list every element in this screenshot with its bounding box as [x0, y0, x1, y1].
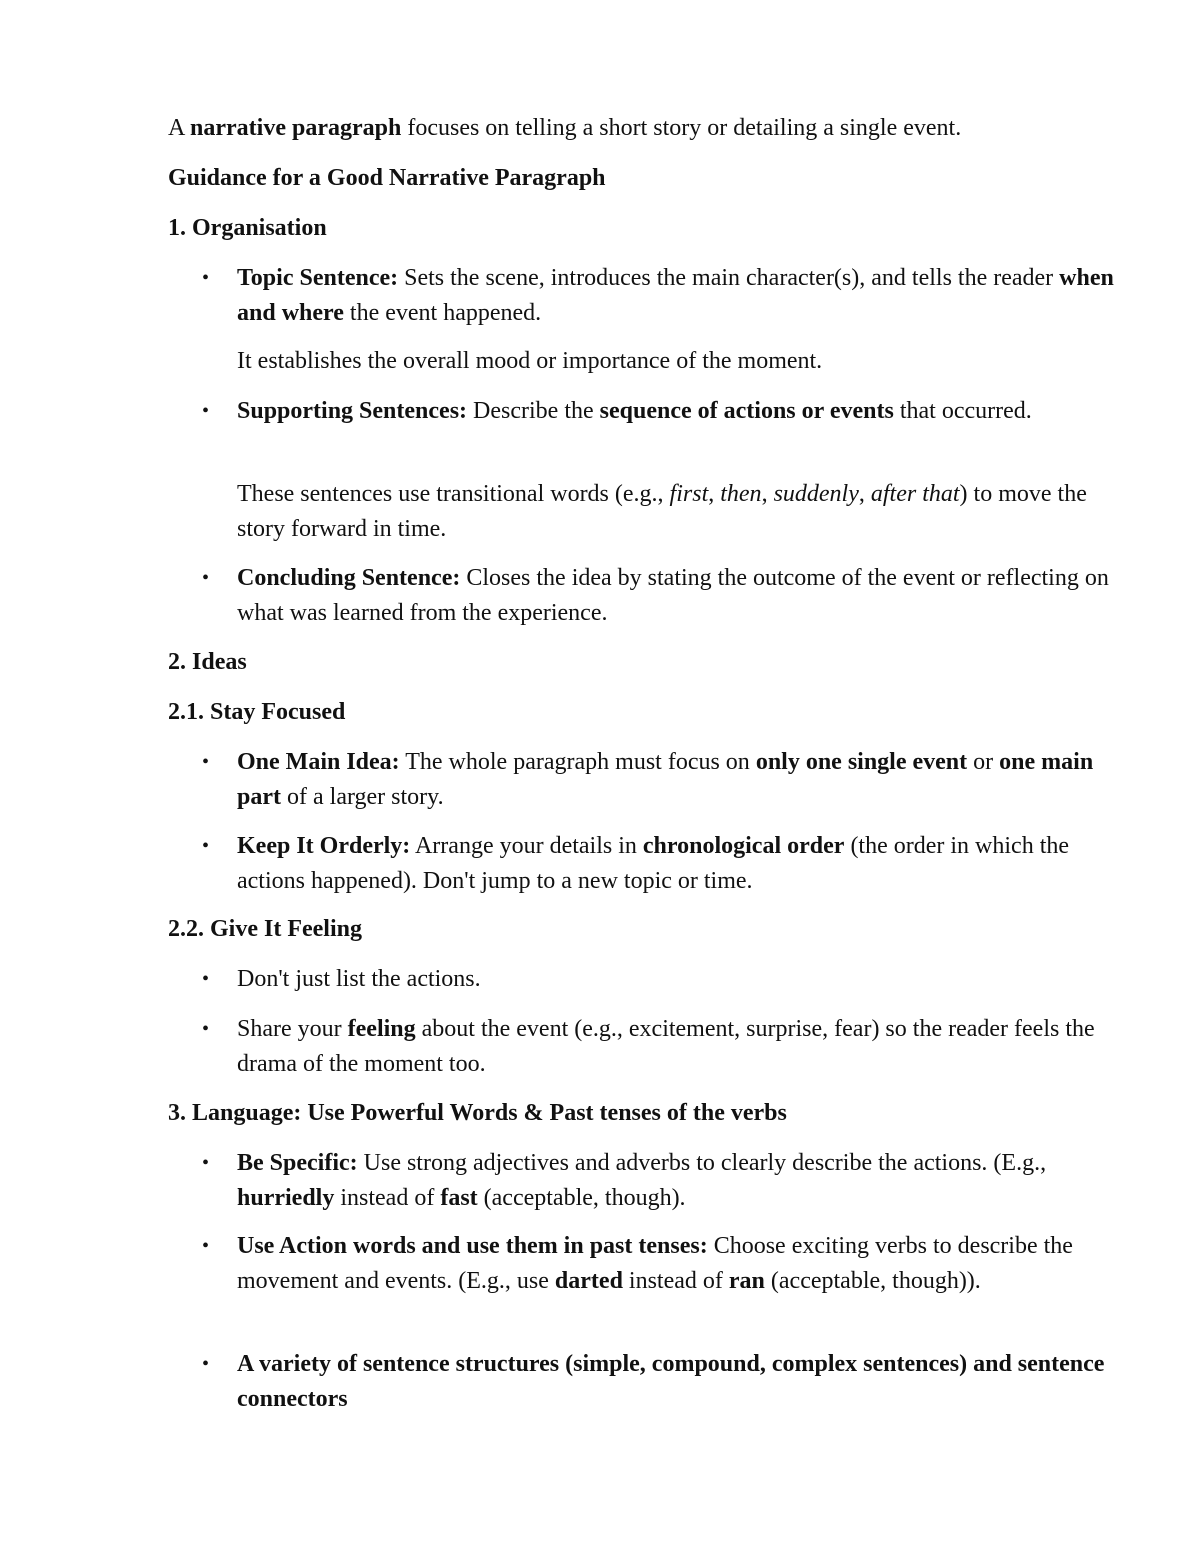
separator: ,	[708, 481, 721, 507]
main-idea-text-1: The whole paragraph must focus on	[399, 749, 756, 775]
main-idea-bold-1: only one single event	[755, 749, 968, 775]
topic-sentence-text-1: Sets the scene, introduces the main character(s), and tells the reader	[398, 265, 1060, 291]
action-words-item	[237, 1229, 1117, 1299]
action-text-3: (acceptable, though)).	[764, 1268, 981, 1294]
orderly-text-1: Arrange your details in	[410, 833, 643, 859]
action-words-label: Use Action words and use them in past tenses:	[237, 1233, 708, 1259]
concluding-sentence-label: Concluding Sentence:	[237, 565, 461, 591]
be-specific-item	[237, 1146, 1117, 1216]
orderly-bold: chronological order	[642, 833, 845, 859]
bullet-icon: •	[202, 1018, 210, 1040]
specific-bold-2: fast	[440, 1185, 478, 1211]
intro-bold-term: narrative paragraph	[190, 115, 402, 141]
one-main-idea-item	[237, 745, 1117, 815]
supporting-sentences-item	[237, 394, 1117, 429]
topic-sentence-text-2: the event happened.	[343, 300, 542, 326]
sentence-variety-label: A variety of sentence structures (simple, compound, complex sentences) and sentence connectors	[237, 1351, 1105, 1412]
topic-sentence-note: It establishes the overall mood or importance of the moment.	[237, 348, 823, 374]
transition-word: suddenly	[773, 481, 859, 507]
supporting-sentences-label: Supporting Sentences:	[237, 398, 468, 424]
one-main-idea-label: One Main Idea:	[237, 749, 400, 775]
bullet-icon: •	[202, 567, 210, 589]
specific-text-3: (acceptable, though).	[477, 1185, 686, 1211]
supporting-note-text-1: These sentences use transitional words (e.g.,	[237, 481, 670, 507]
sentence-variety-item	[237, 1347, 1117, 1417]
bullet-icon: •	[202, 267, 210, 289]
supporting-bold: sequence of actions or events	[599, 398, 894, 424]
feeling-text-2: about the event (e.g., excitement, surprise, fear) so the reader feels the drama of the moment too.	[237, 1016, 1095, 1077]
bullet-icon: •	[202, 1235, 210, 1257]
topic-sentence-item	[237, 261, 1117, 331]
action-bold-2: ran	[728, 1268, 765, 1294]
topic-sentence-label: Topic Sentence:	[237, 265, 399, 291]
section-3-heading: 3. Language: Use Powerful Words & Past tenses of the verbs	[168, 1100, 787, 1126]
specific-text-1: Use strong adjectives and adverbs to clearly describe the actions. (E.g.,	[357, 1150, 1047, 1176]
intro-paragraph	[168, 111, 1128, 146]
section-2-2-heading: 2.2. Give It Feeling	[168, 916, 362, 942]
bullet-icon: •	[202, 968, 210, 990]
separator: ,	[858, 481, 871, 507]
concluding-text: Closes the idea by stating the outcome of the event or reflecting on what was learned from the experience.	[237, 565, 1109, 626]
bullet-icon: •	[202, 751, 210, 773]
transition-word: after that	[870, 481, 960, 507]
keep-it-orderly-label: Keep It Orderly:	[237, 833, 411, 859]
action-text-2: instead of	[622, 1268, 729, 1294]
feeling-text-1: Share your	[237, 1016, 348, 1042]
separator: ,	[761, 481, 774, 507]
feeling-item-1: Don't just list the actions.	[237, 966, 481, 992]
main-idea-bold-2: one main part	[237, 749, 1094, 810]
main-idea-text-3: of a larger story.	[281, 784, 444, 810]
supporting-sentences-note	[237, 477, 1117, 547]
section-1-heading: 1. Organisation	[168, 215, 327, 241]
main-idea-text-2: or	[967, 749, 1000, 775]
section-2-heading: 2. Ideas	[168, 649, 247, 675]
intro-text-start: A	[168, 115, 191, 141]
bullet-icon: •	[202, 835, 210, 857]
transition-word: then	[720, 481, 762, 507]
bullet-icon: •	[202, 1353, 210, 1375]
bullet-icon: •	[202, 1152, 210, 1174]
bullet-icon: •	[202, 400, 210, 422]
section-2-1-heading: 2.1. Stay Focused	[168, 699, 346, 725]
orderly-text-2: (the order in which the actions happened). Don't jump to a new topic or time.	[237, 833, 1070, 894]
supporting-text-1: Describe the	[467, 398, 600, 424]
specific-bold-1: hurriedly	[237, 1185, 335, 1211]
intro-text-end: focuses on telling a short story or detailing a single event.	[401, 115, 962, 141]
supporting-note-text-2: ) to move the story forward in time.	[237, 481, 1087, 542]
document-title: Guidance for a Good Narrative Paragraph	[168, 165, 606, 191]
concluding-sentence-item	[237, 561, 1117, 631]
transition-word: first	[669, 481, 709, 507]
topic-sentence-bold: when and where	[237, 265, 1114, 326]
be-specific-label: Be Specific:	[237, 1150, 358, 1176]
feeling-item-2	[237, 1012, 1117, 1082]
action-bold-1: darted	[554, 1268, 623, 1294]
action-text-1: Choose exciting verbs to describe the movement and events. (E.g., use	[237, 1233, 1073, 1294]
specific-text-2: instead of	[334, 1185, 441, 1211]
feeling-bold: feeling	[347, 1016, 416, 1042]
keep-it-orderly-item	[237, 829, 1117, 899]
supporting-text-2: that occurred.	[893, 398, 1032, 424]
